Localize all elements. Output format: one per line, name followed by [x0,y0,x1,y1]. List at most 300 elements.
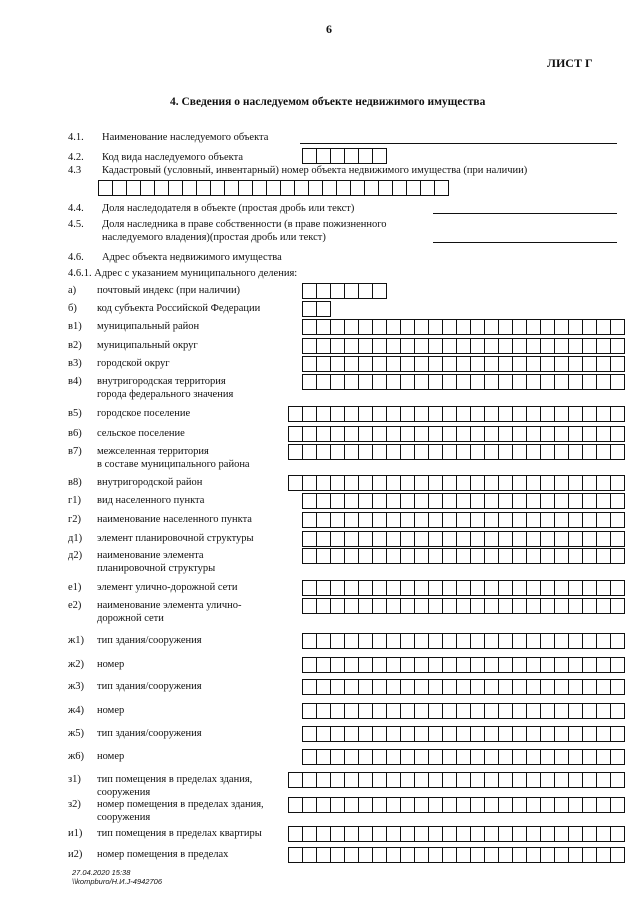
char-cell[interactable] [126,180,141,196]
char-cell[interactable] [526,657,541,673]
char-cell[interactable] [470,548,485,564]
char-cell[interactable] [358,679,373,695]
char-cell[interactable] [344,580,359,596]
char-cell[interactable] [610,531,625,547]
char-cell[interactable] [568,580,583,596]
char-cell[interactable] [316,749,331,765]
char-cell[interactable] [540,703,555,719]
char-cell[interactable] [540,493,555,509]
char-cell[interactable] [330,406,345,422]
char-cell[interactable] [344,374,359,390]
char-cell[interactable] [302,749,317,765]
char-cell[interactable] [400,531,415,547]
char-cell[interactable] [302,772,317,788]
char-cell[interactable] [582,657,597,673]
char-cell[interactable] [350,180,365,196]
char-cell[interactable] [372,847,387,863]
char-cell[interactable] [428,703,443,719]
char-cell[interactable] [610,826,625,842]
char-cell[interactable] [484,598,499,614]
char-cell[interactable] [582,512,597,528]
char-cell[interactable] [386,580,401,596]
char-cell[interactable] [428,531,443,547]
char-cell[interactable] [316,356,331,372]
char-cell[interactable] [386,493,401,509]
char-cell[interactable] [610,319,625,335]
char-cell[interactable] [330,148,345,164]
char-cell[interactable] [400,548,415,564]
char-cell[interactable] [540,598,555,614]
address-field-boxes[interactable] [302,512,625,527]
char-cell[interactable] [582,679,597,695]
char-cell[interactable] [498,580,513,596]
char-cell[interactable] [554,493,569,509]
char-cell[interactable] [526,826,541,842]
char-cell[interactable] [484,338,499,354]
char-cell[interactable] [316,726,331,742]
char-cell[interactable] [456,772,471,788]
char-cell[interactable] [540,319,555,335]
char-cell[interactable] [568,531,583,547]
address-field-boxes[interactable] [302,657,625,672]
char-cell[interactable] [372,426,387,442]
char-cell[interactable] [484,356,499,372]
char-cell[interactable] [498,749,513,765]
char-cell[interactable] [344,772,359,788]
char-cell[interactable] [330,772,345,788]
char-cell[interactable] [414,657,429,673]
char-cell[interactable] [302,148,317,164]
answer-line[interactable] [433,213,617,214]
address-field-boxes[interactable] [302,493,625,508]
address-field-boxes[interactable] [302,319,625,334]
char-cell[interactable] [456,548,471,564]
char-cell[interactable] [582,338,597,354]
char-cell[interactable] [428,633,443,649]
char-cell[interactable] [302,338,317,354]
char-cell[interactable] [582,475,597,491]
char-cell[interactable] [554,726,569,742]
char-cell[interactable] [512,475,527,491]
char-cell[interactable] [610,580,625,596]
char-cell[interactable] [428,657,443,673]
char-cell[interactable] [456,319,471,335]
char-cell[interactable] [302,356,317,372]
char-cell[interactable] [610,493,625,509]
char-cell[interactable] [400,493,415,509]
char-cell[interactable] [484,726,499,742]
char-cell[interactable] [344,657,359,673]
char-cell[interactable] [456,826,471,842]
char-cell[interactable] [344,512,359,528]
char-cell[interactable] [386,531,401,547]
char-cell[interactable] [330,444,345,460]
char-cell[interactable] [330,797,345,813]
char-cell[interactable] [344,493,359,509]
char-cell[interactable] [554,548,569,564]
char-cell[interactable] [512,598,527,614]
char-cell[interactable] [526,749,541,765]
char-cell[interactable] [358,319,373,335]
char-cell[interactable] [540,426,555,442]
char-cell[interactable] [428,374,443,390]
char-cell[interactable] [442,826,457,842]
char-cell[interactable] [568,772,583,788]
char-cell[interactable] [302,531,317,547]
char-cell[interactable] [372,319,387,335]
char-cell[interactable] [470,679,485,695]
char-cell[interactable] [456,493,471,509]
char-cell[interactable] [288,406,303,422]
char-cell[interactable] [610,772,625,788]
char-cell[interactable] [358,406,373,422]
char-cell[interactable] [302,374,317,390]
char-cell[interactable] [358,512,373,528]
char-cell[interactable] [610,598,625,614]
char-cell[interactable] [344,338,359,354]
char-cell[interactable] [512,580,527,596]
char-cell[interactable] [610,847,625,863]
char-cell[interactable] [414,493,429,509]
char-cell[interactable] [456,726,471,742]
char-cell[interactable] [498,548,513,564]
char-cell[interactable] [526,580,541,596]
char-cell[interactable] [582,531,597,547]
char-cell[interactable] [582,726,597,742]
char-cell[interactable] [540,679,555,695]
char-cell[interactable] [330,679,345,695]
char-cell[interactable] [484,749,499,765]
char-cell[interactable] [526,548,541,564]
char-cell[interactable] [484,679,499,695]
char-cell[interactable] [484,426,499,442]
char-cell[interactable] [316,338,331,354]
char-cell[interactable] [386,338,401,354]
char-cell[interactable] [498,406,513,422]
char-cell[interactable] [316,475,331,491]
char-cell[interactable] [582,580,597,596]
address-field-boxes[interactable] [302,531,625,546]
char-cell[interactable] [498,444,513,460]
char-cell[interactable] [498,633,513,649]
char-cell[interactable] [302,633,317,649]
char-cell[interactable] [316,531,331,547]
char-cell[interactable] [428,356,443,372]
char-cell[interactable] [540,338,555,354]
char-cell[interactable] [456,679,471,695]
char-cell[interactable] [400,797,415,813]
char-cell[interactable] [386,406,401,422]
char-cell[interactable] [456,512,471,528]
char-cell[interactable] [526,319,541,335]
char-cell[interactable] [484,826,499,842]
char-cell[interactable] [596,797,611,813]
char-cell[interactable] [456,406,471,422]
char-cell[interactable] [540,475,555,491]
char-cell[interactable] [582,847,597,863]
char-cell[interactable] [316,633,331,649]
char-cell[interactable] [302,797,317,813]
char-cell[interactable] [498,356,513,372]
char-cell[interactable] [470,338,485,354]
char-cell[interactable] [554,633,569,649]
char-cell[interactable] [484,847,499,863]
char-cell[interactable] [302,475,317,491]
char-cell[interactable] [414,580,429,596]
char-cell[interactable] [526,406,541,422]
char-cell[interactable] [484,633,499,649]
char-cell[interactable] [568,493,583,509]
char-cell[interactable] [302,847,317,863]
char-cell[interactable] [442,797,457,813]
char-cell[interactable] [540,657,555,673]
char-cell[interactable] [456,633,471,649]
char-cell[interactable] [582,374,597,390]
char-cell[interactable] [302,512,317,528]
char-cell[interactable] [344,548,359,564]
char-cell[interactable] [386,319,401,335]
char-cell[interactable] [596,633,611,649]
char-cell[interactable] [386,633,401,649]
object-kind-code-boxes[interactable] [302,148,387,163]
answer-line[interactable] [300,143,617,144]
char-cell[interactable] [336,180,351,196]
address-field-boxes[interactable] [302,356,625,371]
char-cell[interactable] [344,679,359,695]
char-cell[interactable] [470,749,485,765]
char-cell[interactable] [498,772,513,788]
char-cell[interactable] [358,826,373,842]
char-cell[interactable] [372,406,387,422]
char-cell[interactable] [316,444,331,460]
char-cell[interactable] [330,633,345,649]
char-cell[interactable] [484,703,499,719]
char-cell[interactable] [610,356,625,372]
address-field-boxes[interactable] [288,475,625,490]
char-cell[interactable] [554,772,569,788]
char-cell[interactable] [554,475,569,491]
char-cell[interactable] [442,356,457,372]
char-cell[interactable] [400,826,415,842]
char-cell[interactable] [428,726,443,742]
char-cell[interactable] [470,426,485,442]
char-cell[interactable] [470,772,485,788]
char-cell[interactable] [330,319,345,335]
char-cell[interactable] [540,580,555,596]
char-cell[interactable] [316,301,331,317]
char-cell[interactable] [456,580,471,596]
char-cell[interactable] [540,444,555,460]
char-cell[interactable] [386,548,401,564]
char-cell[interactable] [442,726,457,742]
char-cell[interactable] [442,598,457,614]
char-cell[interactable] [512,338,527,354]
char-cell[interactable] [330,657,345,673]
char-cell[interactable] [316,703,331,719]
char-cell[interactable] [428,548,443,564]
char-cell[interactable] [498,703,513,719]
char-cell[interactable] [498,657,513,673]
char-cell[interactable] [442,657,457,673]
char-cell[interactable] [302,703,317,719]
char-cell[interactable] [330,580,345,596]
char-cell[interactable] [540,374,555,390]
char-cell[interactable] [512,512,527,528]
char-cell[interactable] [610,475,625,491]
char-cell[interactable] [386,679,401,695]
char-cell[interactable] [302,406,317,422]
char-cell[interactable] [400,475,415,491]
char-cell[interactable] [498,826,513,842]
char-cell[interactable] [372,548,387,564]
char-cell[interactable] [344,847,359,863]
char-cell[interactable] [434,180,449,196]
char-cell[interactable] [344,356,359,372]
char-cell[interactable] [358,548,373,564]
char-cell[interactable] [568,548,583,564]
char-cell[interactable] [442,703,457,719]
char-cell[interactable] [372,374,387,390]
char-cell[interactable] [302,493,317,509]
char-cell[interactable] [302,301,317,317]
char-cell[interactable] [400,338,415,354]
char-cell[interactable] [554,703,569,719]
char-cell[interactable] [596,826,611,842]
char-cell[interactable] [358,426,373,442]
char-cell[interactable] [554,657,569,673]
char-cell[interactable] [540,826,555,842]
char-cell[interactable] [526,444,541,460]
char-cell[interactable] [442,749,457,765]
char-cell[interactable] [582,797,597,813]
address-field-boxes[interactable] [288,826,625,841]
char-cell[interactable] [442,531,457,547]
char-cell[interactable] [330,512,345,528]
char-cell[interactable] [400,319,415,335]
char-cell[interactable] [470,726,485,742]
char-cell[interactable] [302,426,317,442]
char-cell[interactable] [512,548,527,564]
char-cell[interactable] [582,319,597,335]
char-cell[interactable] [526,679,541,695]
char-cell[interactable] [372,493,387,509]
char-cell[interactable] [400,512,415,528]
char-cell[interactable] [498,797,513,813]
char-cell[interactable] [288,444,303,460]
char-cell[interactable] [610,797,625,813]
char-cell[interactable] [470,657,485,673]
char-cell[interactable] [498,475,513,491]
char-cell[interactable] [554,580,569,596]
char-cell[interactable] [568,356,583,372]
char-cell[interactable] [414,374,429,390]
char-cell[interactable] [112,180,127,196]
address-field-boxes[interactable] [288,426,625,441]
char-cell[interactable] [428,512,443,528]
char-cell[interactable] [484,657,499,673]
char-cell[interactable] [428,406,443,422]
char-cell[interactable] [442,548,457,564]
char-cell[interactable] [386,374,401,390]
char-cell[interactable] [344,148,359,164]
char-cell[interactable] [512,444,527,460]
char-cell[interactable] [358,797,373,813]
char-cell[interactable] [372,475,387,491]
char-cell[interactable] [596,772,611,788]
char-cell[interactable] [610,444,625,460]
char-cell[interactable] [428,749,443,765]
char-cell[interactable] [582,356,597,372]
char-cell[interactable] [414,772,429,788]
char-cell[interactable] [400,679,415,695]
char-cell[interactable] [568,319,583,335]
char-cell[interactable] [386,426,401,442]
char-cell[interactable] [596,493,611,509]
char-cell[interactable] [456,657,471,673]
char-cell[interactable] [610,657,625,673]
char-cell[interactable] [344,749,359,765]
char-cell[interactable] [512,657,527,673]
char-cell[interactable] [358,283,373,299]
char-cell[interactable] [596,679,611,695]
char-cell[interactable] [414,633,429,649]
char-cell[interactable] [414,797,429,813]
char-cell[interactable] [610,406,625,422]
char-cell[interactable] [498,512,513,528]
char-cell[interactable] [316,580,331,596]
char-cell[interactable] [400,749,415,765]
char-cell[interactable] [302,548,317,564]
char-cell[interactable] [414,679,429,695]
char-cell[interactable] [610,633,625,649]
char-cell[interactable] [582,598,597,614]
char-cell[interactable] [414,444,429,460]
char-cell[interactable] [526,338,541,354]
char-cell[interactable] [442,580,457,596]
address-field-boxes[interactable] [302,598,625,613]
char-cell[interactable] [406,180,421,196]
char-cell[interactable] [400,444,415,460]
char-cell[interactable] [498,338,513,354]
char-cell[interactable] [316,426,331,442]
char-cell[interactable] [372,531,387,547]
char-cell[interactable] [596,531,611,547]
char-cell[interactable] [554,826,569,842]
char-cell[interactable] [470,633,485,649]
char-cell[interactable] [414,426,429,442]
char-cell[interactable] [512,726,527,742]
char-cell[interactable] [330,531,345,547]
char-cell[interactable] [358,356,373,372]
char-cell[interactable] [358,493,373,509]
char-cell[interactable] [358,338,373,354]
char-cell[interactable] [610,426,625,442]
char-cell[interactable] [386,703,401,719]
char-cell[interactable] [386,356,401,372]
char-cell[interactable] [596,749,611,765]
char-cell[interactable] [512,847,527,863]
char-cell[interactable] [414,598,429,614]
char-cell[interactable] [456,797,471,813]
char-cell[interactable] [470,356,485,372]
char-cell[interactable] [420,180,435,196]
char-cell[interactable] [302,444,317,460]
char-cell[interactable] [484,512,499,528]
char-cell[interactable] [344,726,359,742]
address-field-boxes[interactable] [288,847,625,862]
char-cell[interactable] [554,512,569,528]
char-cell[interactable] [526,475,541,491]
